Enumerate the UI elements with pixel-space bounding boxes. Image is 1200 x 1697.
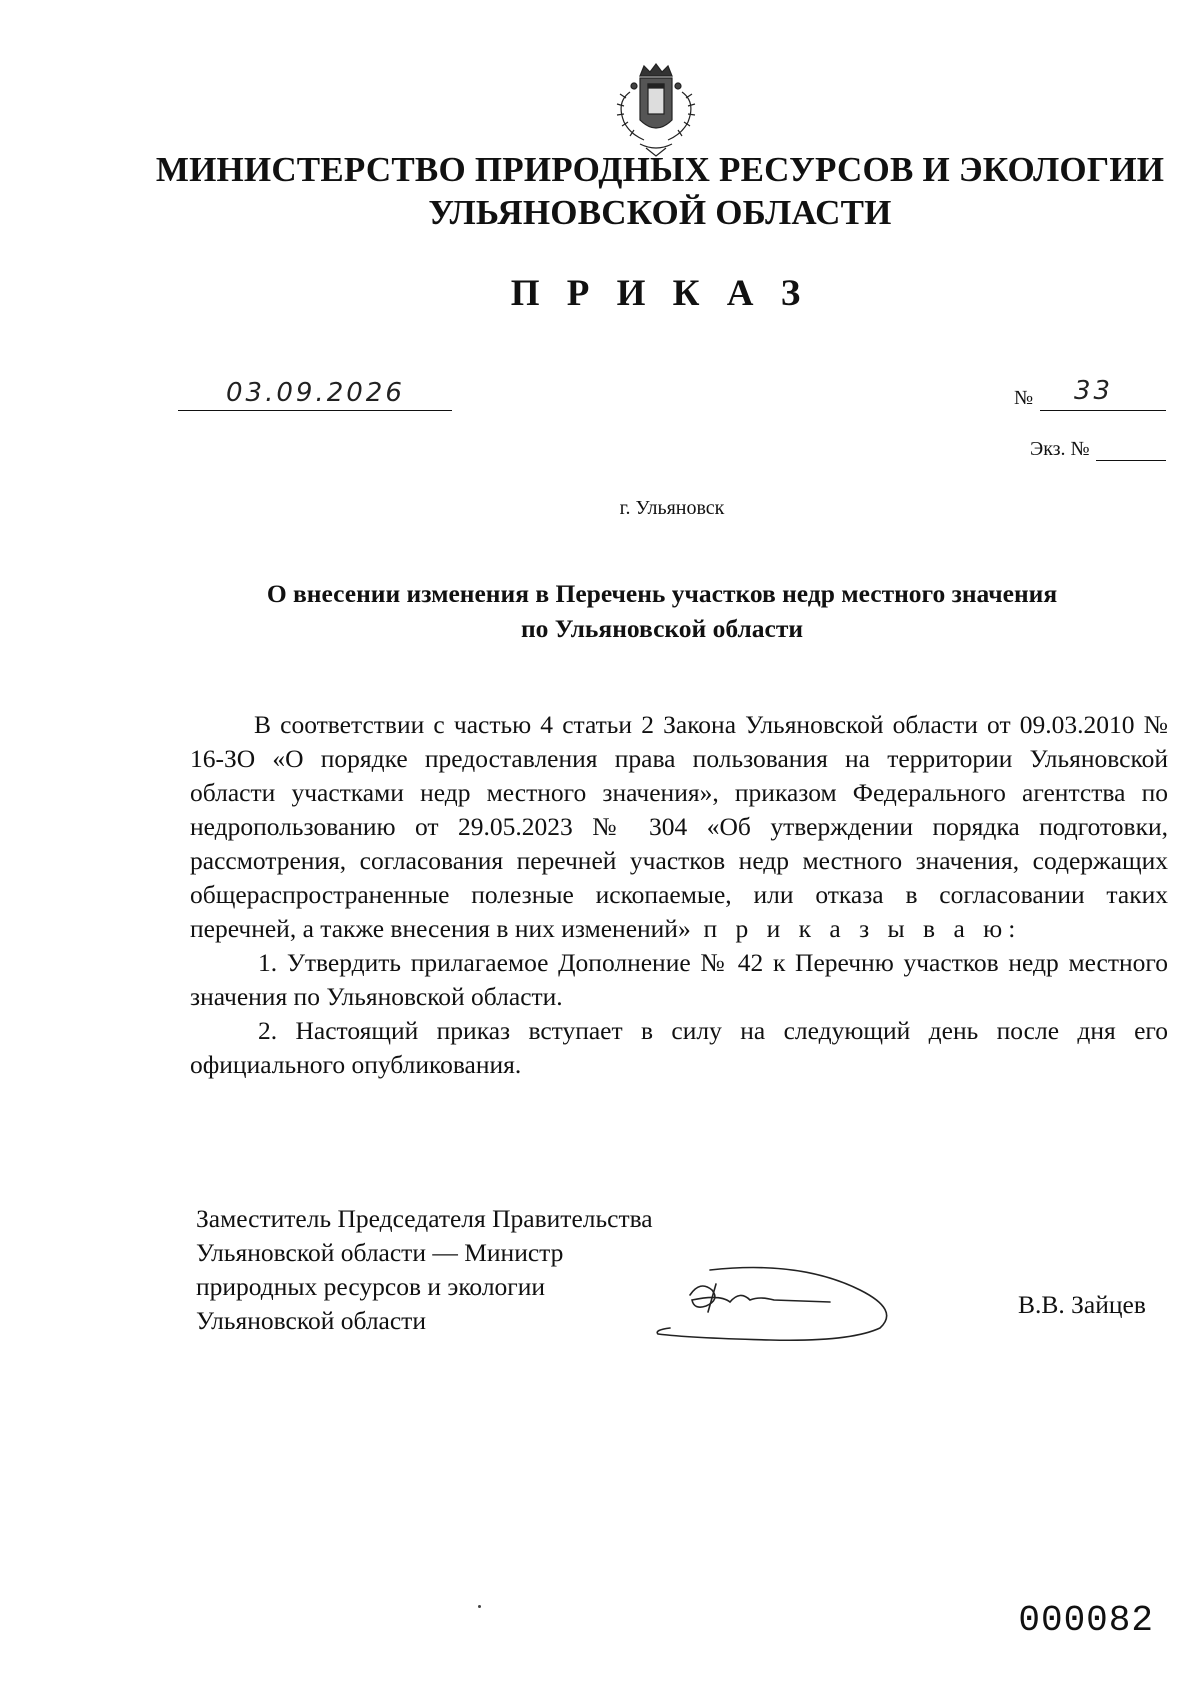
copy-number-field — [1096, 440, 1166, 461]
copy-number-label: Экз. № — [1030, 438, 1090, 460]
item-2: 2. Настоящий приказ вступает в силу на следующий день после дня его официального опубликования. — [190, 1016, 1168, 1079]
position-line4: Ульяновской области — [196, 1306, 426, 1335]
ministry-title-line2: УЛЬЯНОВСКОЙ ОБЛАСТИ — [428, 193, 892, 232]
scan-dot — [478, 1605, 481, 1608]
date-field — [178, 380, 452, 411]
coat-of-arms-emblem — [610, 62, 702, 158]
date-handwritten: 03.09.2026 — [226, 378, 405, 408]
position-line2: Ульяновской области — Министр — [196, 1238, 564, 1267]
preamble-paragraph — [190, 708, 1168, 946]
position-line3: природных ресурсов и экологии — [196, 1272, 546, 1301]
preamble-text: В соответствии с частью 4 статьи 2 Закона Ульяновской области от 09.03.2010 № 16-ЗО «О порядке предоставления права пользования на территории Ульяновской области участками недр местного значения», приказом Федерального агентства по недропользованию от 29.05.2023 № 304 «Об утверждении порядка подготовки, рассмотрения, согласования перечней участков недр местного значения, содержащих общераспространенные полезные ископаемые, или отказа в согласовании таких перечней, а также внесения в них изменений» — [190, 710, 1168, 943]
order-word: п р и к а з ы в а ю: — [703, 914, 1022, 943]
subject-heading — [150, 576, 1174, 646]
item-1: 1. Утвердить прилагаемое Дополнение № 42 к Перечню участков недр местного значения по Ульяновской области. — [190, 948, 1168, 1011]
document-type-title: П Р И К А З — [510, 273, 810, 314]
city: г. Ульяновск — [619, 497, 725, 519]
ministry-title-line1: МИНИСТЕРСТВО ПРИРОДНЫХ РЕСУРСОВ И ЭКОЛОГИИ — [155, 150, 1165, 189]
page-code: 000082 — [1018, 1600, 1154, 1641]
signatory-name: В.В. Зайцев — [1018, 1290, 1146, 1319]
handwritten-signature — [650, 1250, 910, 1350]
number-label: № — [1014, 387, 1034, 409]
subject-line1: О внесении изменения в Перечень участков недр местного значения — [266, 579, 1058, 608]
subject-line2: по Ульяновской области — [520, 614, 804, 643]
number-handwritten: 33 — [1074, 376, 1114, 406]
body-text — [190, 708, 1168, 1082]
position-line1: Заместитель Председателя Правительства — [196, 1204, 653, 1233]
number-field — [1040, 376, 1166, 411]
